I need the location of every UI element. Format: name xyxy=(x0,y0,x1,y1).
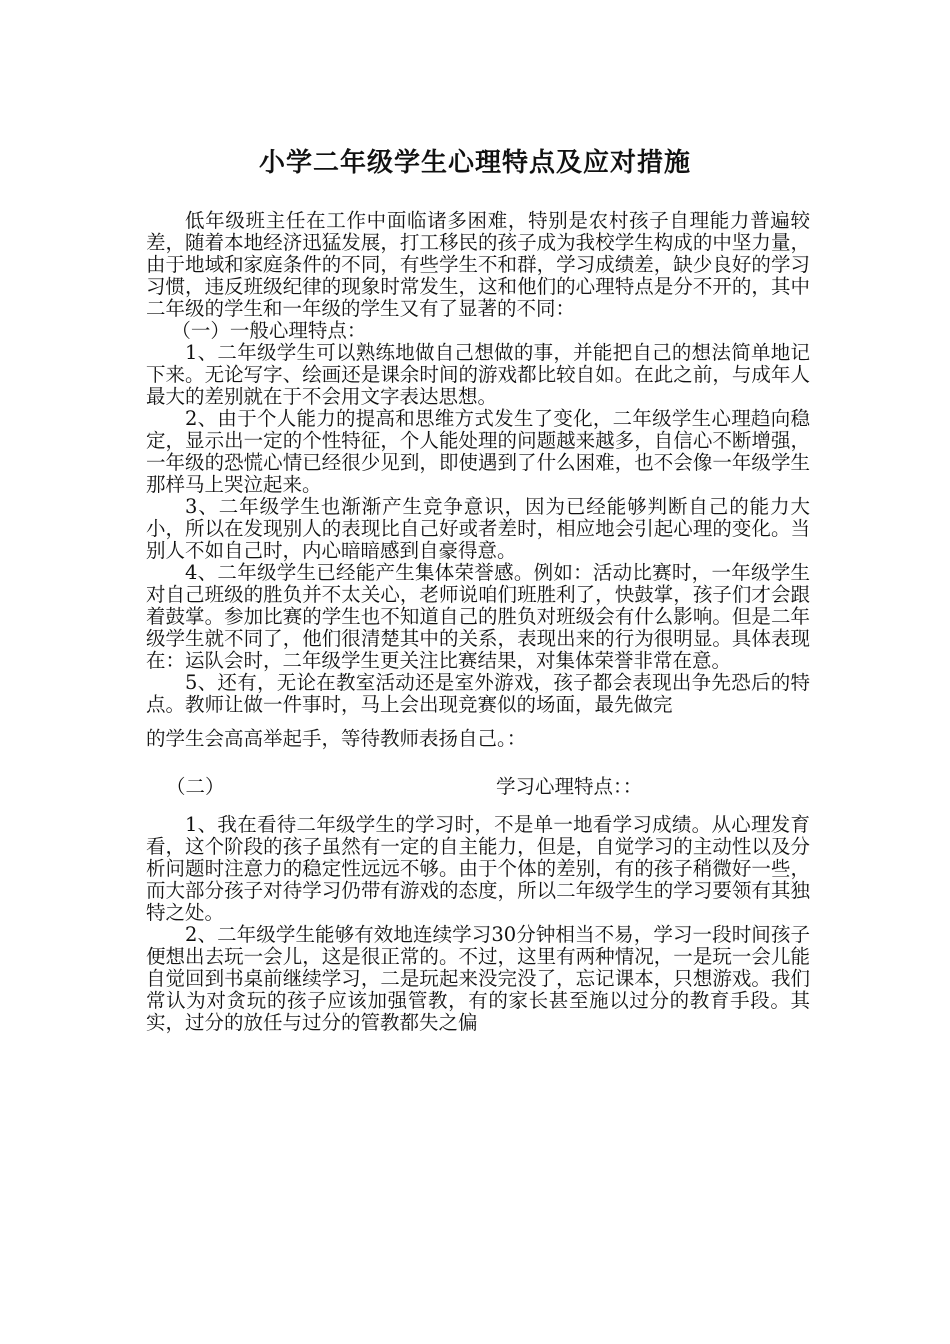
section1-item-4: 4、二年级学生已经能产生集体荣誉感。例如：活动比赛时，一年级学生对自己班级的胜负并不太关心，老师说咱们班胜利了，快鼓掌，孩子们才会跟着鼓掌。参加比赛的学生也不知道自己的胜负对班级会有什么影响。但是二年级学生就不同了，他们很清楚其中的关系，表现出来的行为很明显。具体表现在：运队会时，二年级学生更关注比赛结果，对集体荣誉非常在意。 xyxy=(146,561,810,672)
section2-label-right: 学习心理特点：： xyxy=(496,775,643,798)
section1-heading: （一）一般心理特点： xyxy=(171,319,367,342)
section2-item-1: 1、我在看待二年级学生的学习时，不是单一地看学习成绩。从心理发育看，这个阶段的孩子虽然有一定的自主能力，但是，自觉学习的主动性以及分析问题时注意力的稳定性远远不够。由于个体的差别，有的孩子稍微好一些，而大部分孩子对待学习仍带有游戏的态度，所以二年级学生的学习要领有其独特之处。 xyxy=(146,813,810,924)
section2-item-2: 2、二年级学生能够有效地连续学习30分钟相当不易，学习一段时间孩子便想出去玩一会儿，这是很正常的。不过，这里有两种情况，一是玩一会儿能自觉回到书桌前继续学习，二是玩起来没完没了，忘记课本，只想游戏。我们常认为对贪玩的孩子应该加强管教，有的家长甚至施以过分的教育手段。其实，过分的放任与过分的管教都失之偏 xyxy=(146,923,810,1034)
section2-heading xyxy=(146,776,810,800)
intro-paragraph: 低年级班主任在工作中面临诸多困难，特别是农村孩子自理能力普遍较差，随着本地经济迅猛发展，打工移民的孩子成为我校学生构成的中坚力量，由于地域和家庭条件的不同，有些学生不和群，学习成绩差，缺少良好的学习习惯，违反班级纪律的现象时常发生，这和他们的心理特点是分不开的，其中二年级的学生和一年级的学生又有了显著的不同： xyxy=(146,209,810,320)
section1-item-5: 5、还有，无论在教室活动还是室外游戏，孩子都会表现出争先恐后的特点。教师让做一件事时，马上会出现竞赛似的场面，最先做完 xyxy=(146,671,810,716)
section1-item-1: 1、二年级学生可以熟练地做自己想做的事，并能把自己的想法简单地记下来。无论写字、绘画还是课余时间的游戏都比较自如。在此之前，与成年人最大的差别就在于不会用文字表达思想。 xyxy=(146,341,810,408)
section2-label-left: （二） xyxy=(166,775,225,798)
section1-item-2: 2、由于个人能力的提高和思维方式发生了变化，二年级学生心理趋向稳定，显示出一定的个性特征，个人能处理的问题越来越多，自信心不断增强，一年级的恐慌心情已经很少见到，即使遇到了什么困难，也不会像一年级学生那样马上哭泣起来。 xyxy=(146,407,810,496)
document-body xyxy=(146,210,810,1034)
document-title: 小学二年级学生心理特点及应对措施 xyxy=(258,148,691,178)
section1-item-3: 3、二年级学生也渐渐产生竞争意识，因为已经能够判断自己的能力大小，所以在发现别人的表现比自己好或者差时，相应地会引起心理的变化。当别人不如自己时，内心暗暗感到自豪得意。 xyxy=(146,495,810,562)
section1-item-5-tail: 的学生会高高举起手，等待教师表扬自己。： xyxy=(146,727,527,750)
